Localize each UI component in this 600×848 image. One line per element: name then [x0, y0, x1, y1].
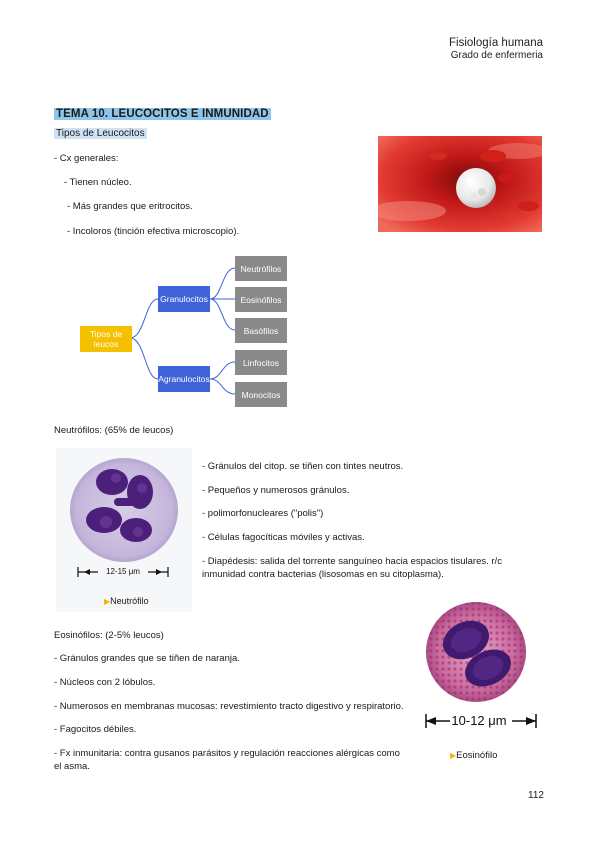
general-item: - Tienen núcleo.	[64, 177, 132, 188]
diagram-linfocitos-box: Linfocitos	[235, 350, 287, 375]
diagram-neutrofilos-box: Neutrófilos	[235, 256, 287, 281]
page-title: TEMA 10. LEUCOCITOS E INMUNIDAD	[56, 108, 269, 120]
page-number: 112	[528, 790, 544, 801]
triangle-bullet-icon: ▶	[450, 751, 457, 760]
general-item: - Más grandes que eritrocitos.	[67, 201, 193, 212]
neutrofilos-item: - Gránulos del citop. se tiñen con tintes neutros.	[202, 461, 404, 472]
eosinofilos-heading: Eosinófilos: (2-5% leucos)	[54, 630, 164, 641]
neutrophil-caption	[104, 596, 149, 606]
eosinofilos-item: - Numerosos en membranas mucosas: revestimiento tracto digestivo y respiratorio.	[54, 701, 404, 712]
diagram-monocitos-box: Monocitos	[235, 382, 287, 407]
diagram-granulocitos-box: Granulocitos	[158, 286, 210, 312]
header-degree: Grado de enfermeria	[450, 50, 543, 61]
eosinophil-caption	[450, 750, 497, 761]
eosinofilos-item: - Núcleos con 2 lóbulos.	[54, 677, 156, 688]
neutrofilos-item: - Células fagocíticas móviles y activas.	[202, 532, 365, 543]
eosinophil-scale-label: 10-12 μm	[451, 713, 507, 728]
diagram-root-box: Tipos de leucos	[80, 326, 132, 352]
general-heading: - Cx generales:	[54, 153, 119, 164]
header-course: Fisiología humana	[449, 37, 543, 49]
neutrofilos-item: - polimorfonucleares ("polis")	[202, 508, 324, 519]
diagram-basofilos-box: Basófilos	[235, 318, 287, 343]
eosinophil-caption-text: Eosinófilo	[456, 750, 498, 761]
blood-vessel-image	[378, 136, 542, 232]
diagram-eosinofilos-box: Eosinófilos	[235, 287, 287, 312]
eosinophil-image	[410, 588, 544, 768]
neutrophil-caption-text: Neutrófilo	[110, 596, 149, 606]
neutrophil-image	[56, 448, 192, 612]
eosinofilos-item: - Gránulos grandes que se tiñen de naranja.	[54, 653, 240, 664]
eosinofilos-item: - Fx inmunitaria: contra gusanos parásitos y regulación reacciones alérgicas como el asma.	[54, 748, 400, 772]
triangle-bullet-icon: ▶	[104, 597, 111, 606]
general-item: - Incoloros (tinción efectiva microscopio).	[67, 226, 240, 237]
neutrofilos-heading: Neutrófilos: (65% de leucos)	[54, 425, 174, 436]
neutrofilos-item: - Diapédesis: salida del torrente sanguíneo hacia espacios tisulares. r/c inmunidad contra bacterias (lisosomas en su citoplasma).	[202, 556, 502, 580]
eosinofilos-item: - Fagocitos débiles.	[54, 724, 137, 735]
section-subtitle: Tipos de Leucocitos	[56, 128, 145, 139]
neutrofilos-item: - Pequeños y numerosos gránulos.	[202, 485, 350, 496]
neutrophil-scale-label: 12-15 μm	[106, 567, 140, 576]
diagram-agranulocitos-box: Agranulocitos	[158, 366, 210, 392]
